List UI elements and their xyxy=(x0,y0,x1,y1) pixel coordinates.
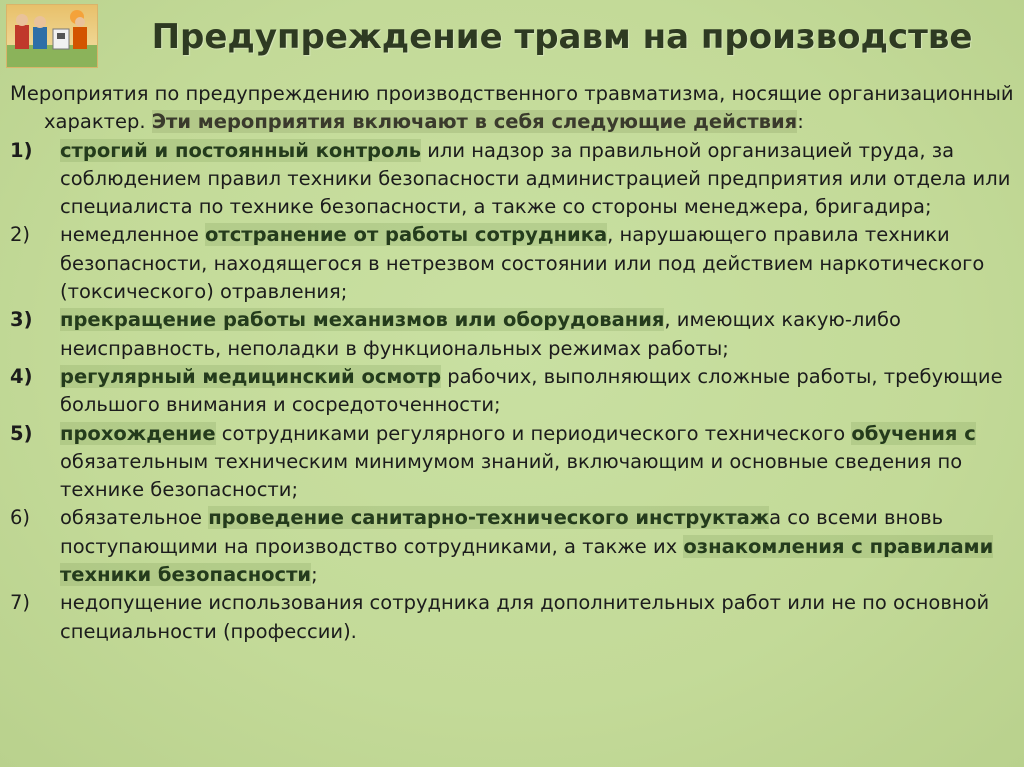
list-item-3 xyxy=(10,306,1014,363)
page-title: Предупреждение травм на производстве xyxy=(151,17,973,57)
list-item-text: , имеющих какую-либо неисправность, неполадки в функциональных режимах работы; xyxy=(60,308,901,360)
list-item-4 xyxy=(10,363,1014,420)
list-item-7 xyxy=(10,589,1014,646)
intro-text: Мероприятия по предупреждению производственного травматизма, носящие организационный характер. xyxy=(10,82,1014,134)
list-item-highlight: регулярный медицинский осмотр xyxy=(60,364,442,388)
list-item-text: недопущение использования сотрудника для дополнительных работ или не по основной специальности (профессии). xyxy=(60,591,990,643)
intro-paragraph xyxy=(10,80,1014,137)
list-item-number: 5) xyxy=(10,421,33,445)
list-item-highlight: прохождение xyxy=(60,421,216,445)
list-item-number: 4) xyxy=(10,364,33,388)
list-item-number: 7) xyxy=(10,591,31,615)
list-item-text: или надзор за правильной организацией труда, за соблюдением правил техники безопасности администрацией предприятия или отдела или специалиста по технике безопасности, а также со стороны менеджера, бригадира; xyxy=(60,138,1011,219)
list-item-2 xyxy=(10,221,1014,306)
list-item-highlight: отстранение от работы сотрудника xyxy=(205,223,608,247)
list-item-middle-text: а со всеми вновь поступающими на производство сотрудниками, а также их xyxy=(60,506,944,558)
list-item-number: 2) xyxy=(10,223,31,247)
list-item-number: 1) xyxy=(10,138,33,162)
list-item-highlight: строгий и постоянный контроль xyxy=(60,138,422,162)
list-item-middle-text: сотрудниками регулярного и периодического технического xyxy=(215,421,852,445)
workers-illustration-icon xyxy=(6,4,98,68)
list-item-text: ; xyxy=(311,563,318,587)
list-item-prefix: обязательное xyxy=(60,506,209,530)
list-item-text: , нарушающего правила техники безопасности, находящегося в нетрезвом состоянии или под действием наркотического (токсического) отравления; xyxy=(60,223,985,304)
list-item-1 xyxy=(10,137,1014,222)
list-item-highlight: проведение санитарно-технического инструктаж xyxy=(208,506,770,530)
list-item-6 xyxy=(10,504,1014,589)
list-item-number: 3) xyxy=(10,308,33,332)
list-item-highlight-2: обучения с xyxy=(851,421,976,445)
list-item-prefix: немедленное xyxy=(60,223,206,247)
list-item-text: обязательным техническим минимумом знаний, включающим и основные сведения по технике безопасности; xyxy=(60,449,963,502)
list-item-highlight-2: ознакомления с правилами техники безопасности xyxy=(60,534,994,587)
intro-highlight: Эти мероприятия включают в себя следующие действия xyxy=(151,110,798,134)
content-body xyxy=(10,80,1014,646)
list-item-number: 6) xyxy=(10,506,31,530)
list-item-5 xyxy=(10,420,1014,505)
list-item-highlight: прекращение работы механизмов или оборудования xyxy=(60,308,665,332)
list-item-text: рабочих, выполняющих сложные работы, требующие большого внимания и сосредоточенности; xyxy=(60,364,1003,417)
intro-colon: : xyxy=(797,110,804,134)
